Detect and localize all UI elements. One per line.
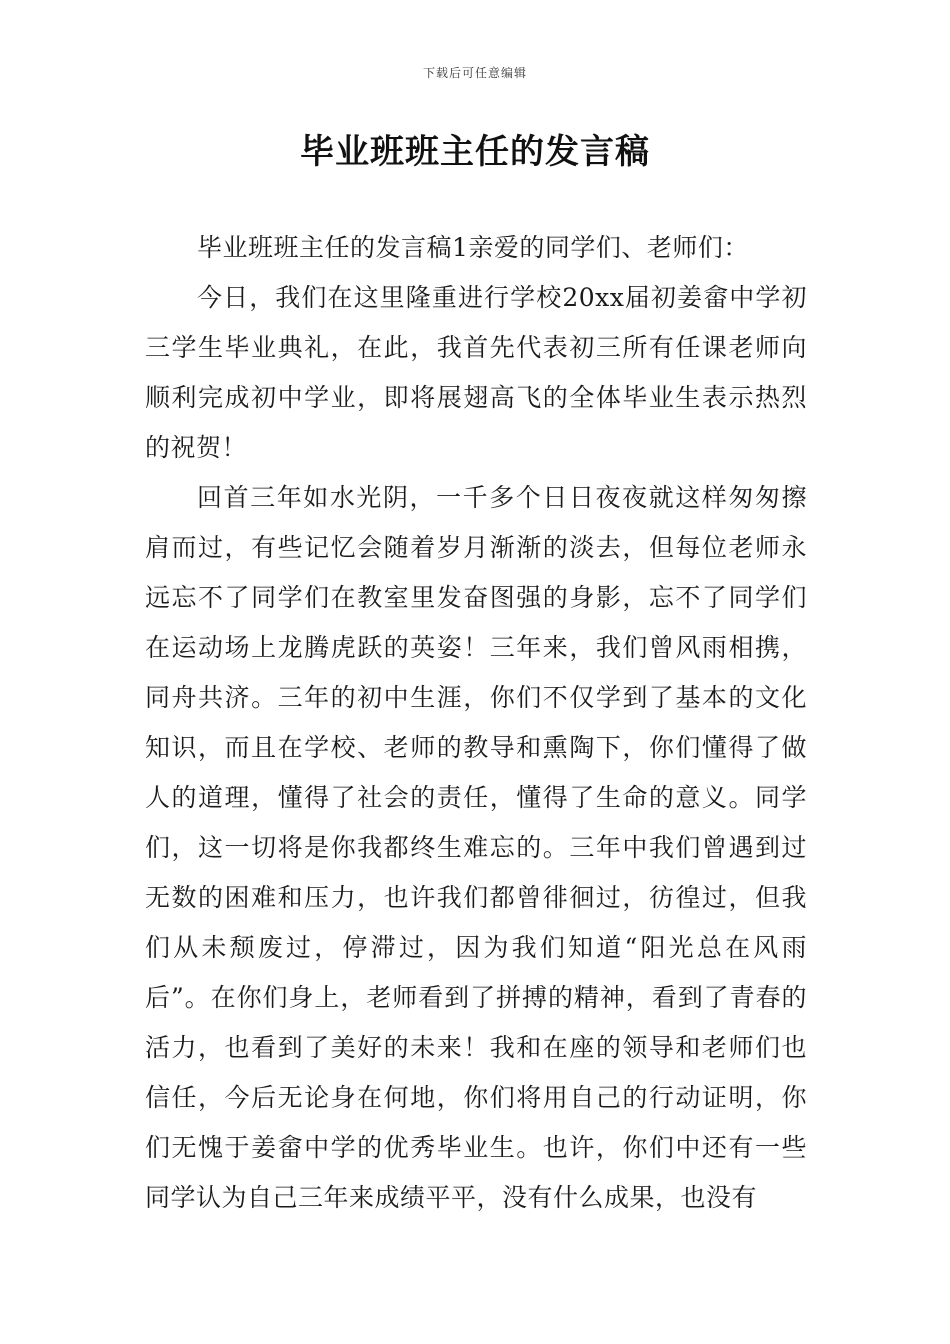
paragraph-reflection: 回首三年如水光阴，一千多个日日夜夜就这样匆匆擦肩而过，有些记忆会随着岁月渐渐的淡去，但每位老师永远忘不了同学们在教室里发奋图强的身影，忘不了同学们在运动场上龙腾虎跃的英姿！三年来，我们曾风雨相携，同舟共济。三年的初中生涯，你们不仅学到了基本的文化知识，而且在学校、老师的教导和熏陶下，你们懂得了做人的道理，懂得了社会的责任，懂得了生命的意义。同学们，这一切将是你我都终生难忘的。三年中我们曾遇到过无数的困难和压力，也许我们都曾徘徊过，彷徨过，但我们从未颓废过，停滞过，因为我们知道“阳光总在风雨后”。在你们身上，老师看到了拼搏的精神，看到了青春的活力，也看到了美好的未来！我和在座的领导和老师们也信任，今后无论身在何地，你们将用自己的行动证明，你们无愧于姜畲中学的优秀毕业生。也许，你们中还有一些同学认为自己三年来成绩平平，没有什么成果，也没有 <box>145 483 807 1212</box>
document-body <box>145 223 807 1223</box>
document-title: 毕业班班主任的发言稿 <box>300 132 650 172</box>
paragraph-congratulations: 今日，我们在这里隆重进行学校20xx届初姜畲中学初三学生毕业典礼，在此，我首先代表初三所有任课老师向顺利完成初中学业，即将展翅高飞的全体毕业生表示热烈的祝贺！ <box>145 283 807 462</box>
header-note: 下载后可任意编辑 <box>422 66 527 80</box>
paragraph-greeting: 毕业班班主任的发言稿1亲爱的同学们、老师们： <box>197 233 749 262</box>
